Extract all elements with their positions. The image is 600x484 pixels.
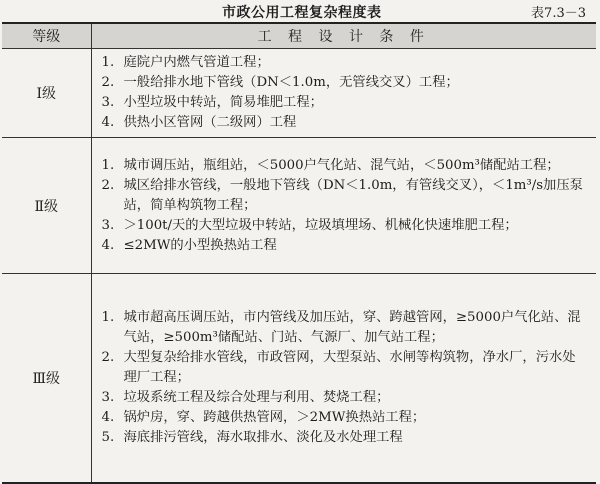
item-text: 大型复杂给排水管线，市政管网，大型泵站、水闸等构筑物，净水厂，污水处理厂工程； — [123, 350, 576, 385]
conditions-cell — [91, 138, 596, 274]
list-item — [102, 53, 587, 73]
grade-cell: Ⅱ级 — [2, 138, 91, 274]
list-item — [102, 388, 587, 408]
item-text: 供热小区管网（二级网）工程 — [123, 115, 297, 130]
item-text: 城区给排水管线，一般地下管线（DN＜1.0m，有管线交叉），＜1m³/s加压泵站，简单构筑物工程； — [123, 177, 583, 213]
list-item — [102, 73, 587, 93]
item-text: 小型垃圾中转站，简易堆肥工程； — [123, 95, 323, 110]
table-title: 市政公用工程复杂程度表 — [222, 5, 382, 21]
item-number: 2. — [101, 350, 115, 365]
table-caption — [0, 0, 600, 22]
item-text: 城市调压站，瓶组站，＜5000户气化站、混气站，＜500m³储配站工程； — [123, 157, 560, 173]
conditions-cell — [91, 49, 596, 138]
item-number: 3. — [101, 390, 115, 405]
item-text: 海底排污管线，海水取排水、淡化及水处理工程 — [123, 430, 403, 445]
item-number: 1. — [101, 55, 115, 70]
table-row — [2, 138, 596, 274]
item-number: 1. — [101, 310, 115, 325]
condition-list — [92, 152, 597, 260]
list-item — [102, 113, 587, 133]
item-number: 2. — [101, 177, 115, 193]
grade-cell: Ⅰ级 — [2, 49, 91, 138]
condition-list — [92, 49, 597, 137]
item-number: 3. — [101, 217, 115, 233]
list-item — [102, 428, 587, 448]
table-number: 表7.3－3 — [531, 6, 586, 21]
item-number: 3. — [101, 95, 115, 110]
item-text: ＞100t/天的大型垃圾中转站，垃圾填埋场、机械化快速堆肥工程； — [123, 217, 518, 233]
grade-column-header: 等级 — [2, 23, 91, 49]
item-number: 4. — [101, 410, 115, 425]
list-item — [102, 216, 587, 236]
conditions-cell — [91, 274, 596, 484]
list-item — [102, 348, 587, 388]
item-text: 锅炉房，穿、跨越供热管网，＞2MW换热站工程； — [123, 410, 426, 425]
list-item — [102, 156, 587, 176]
item-text: 城市超高压调压站，市内管线及加压站，穿、跨越管网，≥5000户气化站、混气站，≥500m³储配站、门站、气源厂、加气站工程； — [123, 310, 581, 345]
table-header-row — [2, 23, 596, 49]
item-text: ≤2MW的小型换热站工程 — [123, 237, 277, 253]
table-row — [2, 274, 596, 484]
item-number: 4. — [101, 237, 115, 253]
list-item — [102, 308, 587, 348]
list-item — [102, 236, 587, 256]
item-number: 2. — [101, 75, 115, 90]
list-item — [102, 408, 587, 428]
list-item — [102, 93, 587, 113]
complexity-table — [2, 22, 596, 484]
table-row — [2, 49, 596, 138]
item-number: 1. — [101, 157, 115, 173]
item-number: 5. — [101, 430, 115, 445]
list-item — [102, 176, 587, 216]
conditions-column-header: 工 程 设 计 条 件 — [91, 23, 596, 49]
item-number: 4. — [101, 115, 115, 130]
condition-list — [92, 304, 597, 452]
item-text: 一般给排水地下管线（DN＜1.0m，无管线交叉）工程； — [123, 75, 459, 90]
item-text: 庭院户内燃气管道工程； — [123, 55, 270, 70]
grade-cell: Ⅲ级 — [2, 274, 91, 484]
item-text: 垃圾系统工程及综合处理与利用、焚烧工程； — [123, 390, 390, 405]
